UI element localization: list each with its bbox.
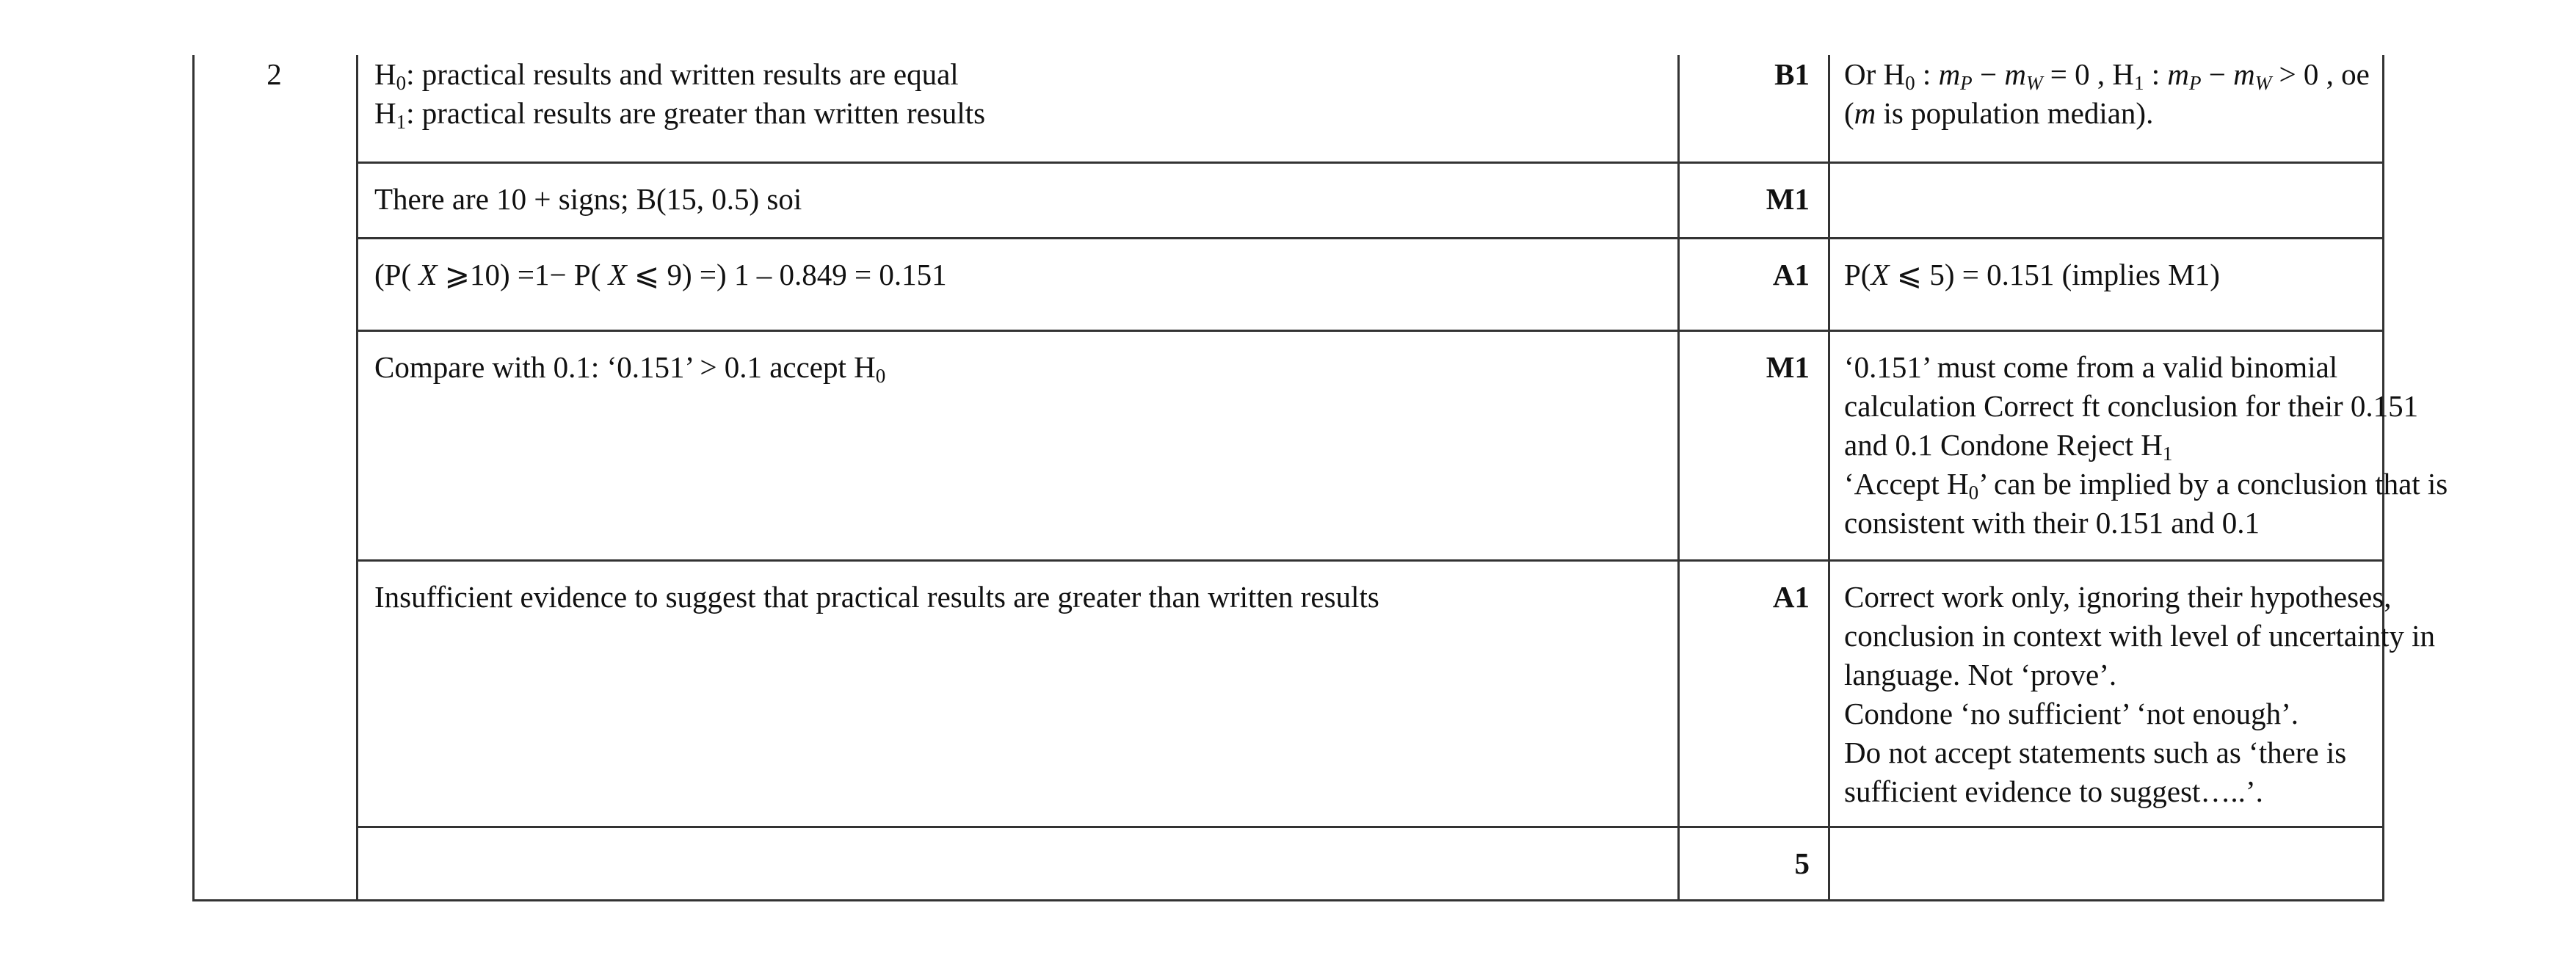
guidance-line: ‘Accept $H_0$’ can be implied by a conclusion that is	[1844, 467, 2448, 504]
row-divider	[356, 826, 2384, 828]
guidance-line: Or $H_0$ : $m_P - m_W = 0$ , $H_1$ : $m_P - m_W > 0$ , oe	[1844, 57, 2370, 94]
guidance-line: calculation Correct ft conclusion for their 0.151	[1844, 389, 2419, 423]
guidance-line: and 0.1 Condone Reject $H_1$	[1844, 428, 2173, 465]
total-marks: 5	[1794, 846, 1810, 880]
guidance-line: consistent with their 0.151 and 0.1	[1844, 506, 2260, 540]
row-divider	[356, 162, 2384, 164]
guidance-line: language. Not ‘prove’.	[1844, 658, 2117, 692]
guidance-line: ‘0.151’ must come from a valid binomial	[1844, 350, 2338, 384]
mark-code: M1	[1766, 350, 1810, 384]
guidance-probability: P(X ⩽ 5) = 0.151 (implies M1)	[1844, 258, 2220, 291]
answer-probability: (P( X ⩾10) =1− P( X ⩽ 9) =) 1 – 0.849 = 0.151	[374, 258, 947, 291]
guidance-conclusion	[1844, 578, 2435, 811]
answer-line: $H_0$: practical results and written results are equal	[374, 57, 959, 94]
answer-signs: There are 10 + signs; B(15, 0.5) soi	[374, 182, 802, 216]
answer-conclusion: Insufficient evidence to suggest that practical results are greater than written results	[374, 580, 1379, 614]
answer-column-border	[356, 55, 358, 901]
guidance-hypotheses	[1844, 55, 2370, 133]
row-divider	[356, 237, 2384, 239]
mark-code: M1	[1766, 182, 1810, 216]
mark-scheme-table	[192, 55, 2448, 901]
row-divider	[356, 330, 2384, 332]
question-number: 2	[266, 57, 282, 91]
guidance-compare	[1844, 348, 2448, 542]
row-divider	[356, 559, 2384, 562]
guidance-line: sufficient evidence to suggest…..’.	[1844, 774, 2263, 808]
guidance-line: Do not accept statements such as ‘there is	[1844, 736, 2347, 769]
mark-code: A1	[1772, 580, 1810, 614]
answer-compare: Compare with 0.1: ‘0.151’ > 0.1 accept $H_0$	[374, 350, 886, 387]
guidance-column-border	[1828, 55, 1830, 901]
guidance-line: (m is population median).	[1844, 96, 2154, 130]
table-bottom-border	[192, 899, 2384, 901]
table-left-border	[192, 55, 195, 901]
answer-hypotheses	[374, 55, 985, 133]
guidance-line: conclusion in context with level of uncertainty in	[1844, 619, 2435, 653]
mark-code: A1	[1772, 258, 1810, 291]
guidance-line: Correct work only, ignoring their hypotheses,	[1844, 580, 2392, 614]
mark-code: B1	[1774, 57, 1810, 91]
answer-line: $H_1$: practical results are greater than written results	[374, 96, 986, 133]
guidance-line: Condone ‘no sufficient’ ‘not enough’.	[1844, 697, 2299, 730]
